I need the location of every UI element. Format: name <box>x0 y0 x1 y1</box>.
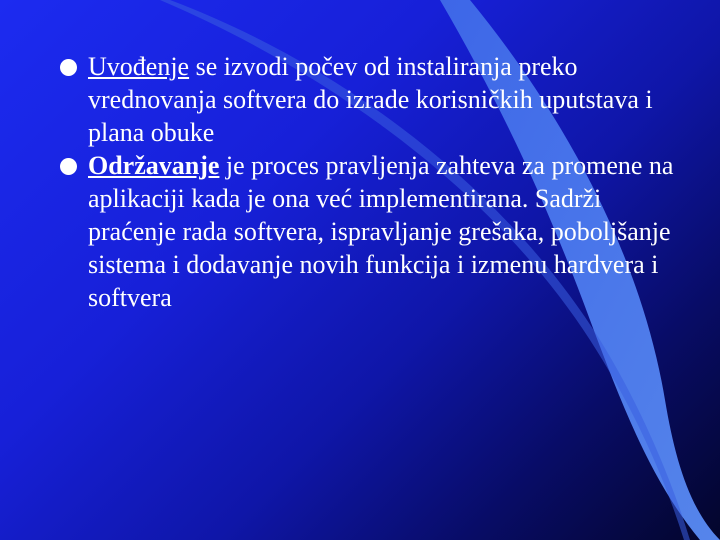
bullet-item-uvodjenje <box>58 50 678 149</box>
bullet-list <box>58 50 678 314</box>
bullet-term: Održavanje <box>88 151 220 180</box>
bullet-dot-icon <box>60 59 77 76</box>
bullet-text: se izvodi počev od instaliranja preko vrednovanja softvera do izrade korisničkih uputstava i plana obuke <box>88 52 653 147</box>
bullet-term: Uvođenje <box>88 52 190 81</box>
bullet-text: je proces pravljenja zahteva za promene na aplikaciji kada je ona već implementirana. Sadrži praćenje rada softvera, ispravljanje grešaka, poboljšanje sistema i dodavanje novih funkcija i izmenu hardvera i softvera <box>88 151 674 312</box>
bullet-dot-icon <box>60 158 77 175</box>
bullet-item-odrzavanje <box>58 149 678 314</box>
